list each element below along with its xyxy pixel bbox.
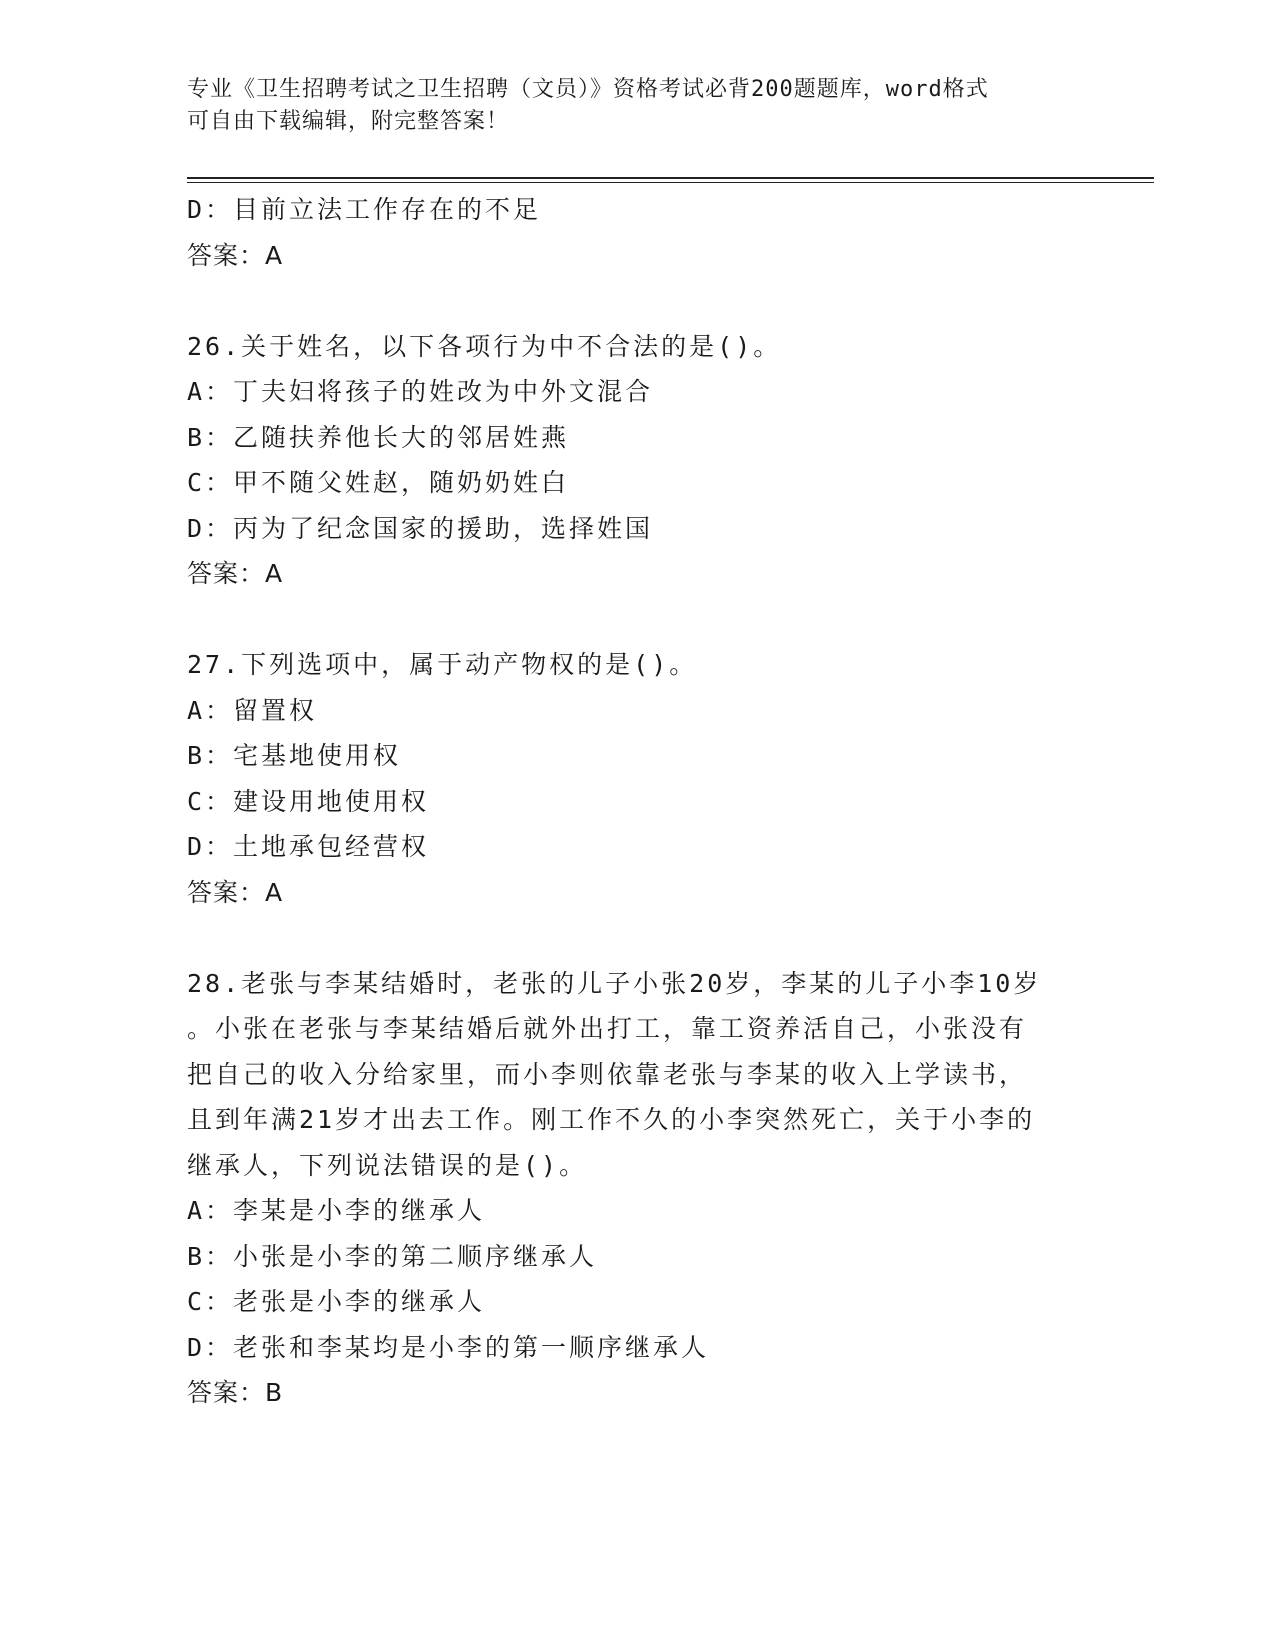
question-stem-line: 继承人，下列说法错误的是()。	[187, 1150, 588, 1180]
spacer	[187, 597, 1087, 643]
question-26	[187, 324, 1087, 597]
option-d: D：土地承包经营权	[187, 832, 430, 861]
spacer	[187, 278, 1087, 324]
answer-line: 答案：B	[187, 1378, 284, 1407]
option-a: A：留置权	[187, 695, 318, 725]
option-c: C：建设用地使用权	[187, 786, 430, 816]
answer-line: 答案：A	[187, 559, 284, 588]
option-d: D：目前立法工作存在的不足	[187, 195, 542, 224]
option-c: C：老张是小李的继承人	[187, 1287, 486, 1316]
question-list	[187, 187, 1087, 1416]
question-stem-line: 把自己的收入分给家里，而小李则依靠老张与李某的收入上学读书，	[187, 1059, 1028, 1089]
document-header	[187, 74, 1067, 138]
answer-line: 答案：A	[187, 240, 284, 270]
option-d: D：老张和李某均是小李的第一顺序继承人	[187, 1332, 710, 1362]
question-stem-line: 。小张在老张与李某结婚后就外出打工，靠工资养活自己，小张没有	[187, 1014, 1028, 1043]
header-rule-thick	[187, 177, 1154, 179]
option-a: A：李某是小李的继承人	[187, 1196, 486, 1225]
header-rule-thin	[187, 182, 1154, 183]
question-28	[187, 961, 1087, 1416]
previous-question-tail	[187, 187, 1087, 278]
option-d: D：丙为了纪念国家的援助，选择姓国	[187, 513, 654, 543]
option-a: A：丁夫妇将孩子的姓改为中外文混合	[187, 377, 654, 406]
option-b: B：宅基地使用权	[187, 741, 402, 770]
header-line-2: 可自由下载编辑，附完整答案！	[187, 109, 510, 134]
question-stem: 26.关于姓名，以下各项行为中不合法的是()。	[187, 331, 782, 361]
question-27	[187, 642, 1087, 915]
spacer	[187, 915, 1087, 961]
header-line-1: 专业《卫生招聘考试之卫生招聘（文员）》资格考试必背200题题库，word格式	[187, 77, 989, 102]
option-b: B：乙随扶养他长大的邻居姓燕	[187, 422, 570, 452]
option-b: B：小张是小李的第二顺序继承人	[187, 1241, 598, 1271]
question-stem: 27.下列选项中，属于动产物权的是()。	[187, 650, 698, 679]
question-stem-line: 且到年满21岁才出去工作。刚工作不久的小李突然死亡，关于小李的	[187, 1105, 1036, 1134]
question-stem-line: 28.老张与李某结婚时，老张的儿子小张20岁，李某的儿子小李10岁	[187, 968, 1042, 998]
answer-line: 答案：A	[187, 877, 284, 907]
option-c: C：甲不随父姓赵，随奶奶姓白	[187, 468, 570, 497]
